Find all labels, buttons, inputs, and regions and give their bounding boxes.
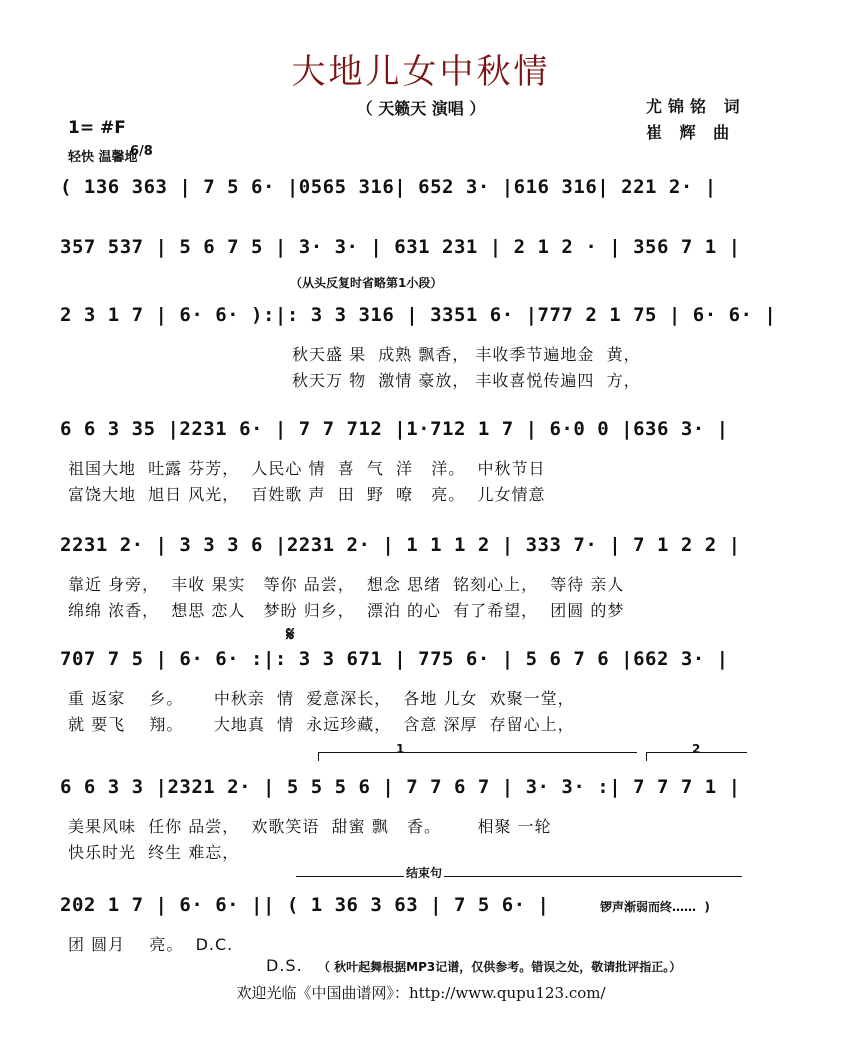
ending-phrase-label: 结束句 [406,866,443,880]
notation-line-6: 707 7 5 | 6· 6· :|: 3 3 671 | 775 6· | 5 6 7 6 |662 3· | [60,648,729,670]
first-ending-number: 1 [396,742,405,756]
lyric-line-4b: 富饶大地 旭日 风光， 百姓歌 声 田 野 嘹 亮。 儿女情意 [68,485,546,504]
lyric-line-5b: 绵绵 浓香， 想思 恋人 梦盼 归乡， 漂泊 的心 有了希望， 团圆 的梦 [68,601,625,620]
lyric-line-5a: 靠近 身旁， 丰收 果实 等你 品尝， 想念 思绪 铭刻心上， 等待 亲人 [68,575,625,594]
lyric-line-3a: 秋天盛 果 成熟 飘香， 丰收季节遍地金 黄， [292,345,641,364]
site-footer: 欢迎光临《中国曲谱网》：http://www.qupu123.com/ [236,984,606,1002]
ending-phrase-bracket [296,876,742,885]
lyric-line-6a: 重 返家 乡。 中秋亲 情 爱意深长， 各地 儿女 欢聚一堂， [68,689,575,708]
transcription-note: （ 秋叶起舞根据MP3记谱，仅供参考。错误之处，敬请批评指正。） [318,960,682,974]
lyricist-credit: 尤锦铭 词 [646,97,746,116]
repeat-annotation: （从头反复时省略第1小段） [290,276,443,290]
time-signature [130,114,153,174]
dal-segno-mark: D.S. [266,956,303,975]
notation-line-8: 202 1 7 | 6· 6· || ( 1 36 3 63 | 7 5 6· | [60,894,550,916]
lyric-line-7a: 美果风味 任你 品尝， 欢歌笑语 甜蜜 飘 香。 相聚 一轮 [68,817,552,836]
lyric-line-4a: 祖国大地 吐露 芬芳， 人民心 情 喜 气 洋 洋。 中秋节日 [68,459,546,478]
ending-remark: 锣声渐弱而终…… ) [600,900,710,914]
notation-line-4: 6 6 3 35 |2231 6· | 7 7 712 |1·712 1 7 | 6·0 0 |636 3· | [60,418,729,440]
song-title: 大地儿女中秋情 [291,52,551,92]
lyric-line-7b: 快乐时光 终生 难忘， [68,843,240,862]
first-ending-bracket [318,752,637,761]
second-ending-number: 2 [692,742,701,756]
key-signature: 1= #F [68,118,126,138]
lyric-line-6b: 就 要飞 翔。 大地真 情 永远珍藏， 含意 深厚 存留心上， [68,715,575,734]
lyric-line-3b: 秋天万 物 激情 豪放， 丰收喜悦传遍四 方， [292,371,641,390]
singer-credit: （ 天籁天 演唱 ） [356,99,486,118]
time-signature-value: 6/8 [130,144,153,159]
notation-line-1: ( 136 363 | 7 5 6· |0565 316| 652 3· |616 316| 221 2· | [60,176,717,198]
lyric-line-8: 团 圆月 亮。 D.C. [68,935,234,954]
notation-line-5: 2231 2· | 3 3 3 6 |2231 2· | 1 1 1 2 | 333 7· | 7 1 2 2 | [60,534,741,556]
composer-credit: 崔 辉 曲 [646,123,736,142]
notation-line-3: 2 3 1 7 | 6· 6· ):|: 3 3 316 | 3351 6· |777 2 1 75 | 6· 6· | [60,304,777,326]
notation-line-2: 357 537 | 5 6 7 5 | 3· 3· | 631 231 | 2 1 2 · | 356 7 1 | [60,236,741,258]
tempo-marking: 轻快 温馨地 [68,150,138,165]
segno-sign: 𝄋 [286,622,295,646]
notation-line-7: 6 6 3 3 |2321 2· | 5 5 5 6 | 7 7 6 7 | 3· 3· :| 7 7 7 1 | [60,776,741,798]
